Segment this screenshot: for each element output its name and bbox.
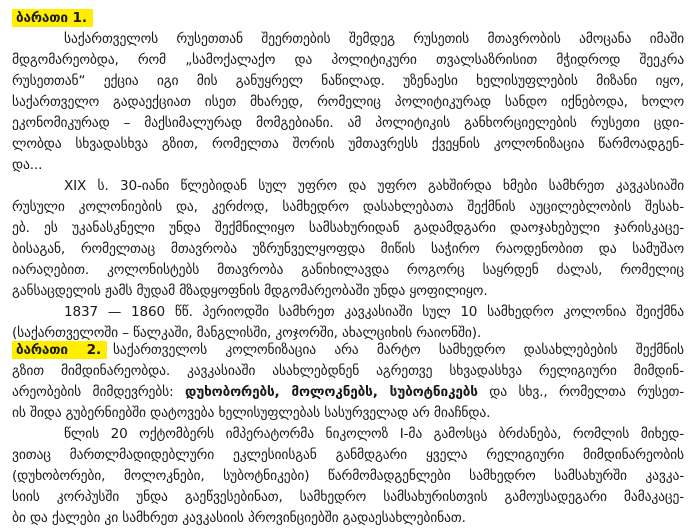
card-1-label: ბარათი 1.: [12, 9, 93, 27]
paragraph-line: საქართველოს რუსეთთან შეერთების შემდეგ რუსეთის მთავრობის ამოცანა იმაში: [64, 31, 684, 47]
card-1-heading-line: [12, 8, 684, 29]
paragraph-line: მდგომარეობდა, რომ „სამოქალაქო და პოლიტიკური თვალსაზრისით მჭიდროდ შეეკრა: [12, 52, 684, 68]
paragraph-line: XIX ს. 30-იანი წლებიდან სულ უფრო და უფრო გახშირდა ხმები სამხრეთ კავკასიაში: [64, 178, 684, 194]
highlighted-sects: დუხობორებს, მოლოკნებს, სუბოტნიკებს: [185, 384, 478, 400]
paragraph-line: ბი და ქალები კი სამხრეთ კავკასიის პროვინციებში გადაესახლებინათ.: [12, 510, 466, 526]
paragraph-line: განსაცდელის ჟამს მუდამ მზადყოფნის მდგომარეობაში უნდა ყოფილიყო.: [12, 283, 488, 299]
paragraph-line: ვითაც მართლმადიდებლური ეკლესიისგან განმდგარი ყველა რელიგიური მიმდინარეობის: [12, 447, 684, 463]
paragraph-line: ეკონომიკურად – მაქსიმალურად მომგებიანი. ამ პოლიტიკის განხორციელების რუსეთი ცდი-: [12, 115, 684, 131]
paragraph-line: (დუხობორები, მოლოკნები, სუბოტნიკები) წარმომადგენლები სამხედრო სამსახურში კავკა-: [12, 468, 684, 484]
paragraph-line: ებ. ეს უკანასკნელი უნდა შექმნილიყო სამსახურიდან გადამდგარი დაოჯახებული ჯარისკაცე-: [12, 220, 684, 236]
paragraph-line: ბისაგან, რომელთაც მთავრობა უზრუნველყოფდა მიწის საჭირო რაოდენობით და სამუშაო: [12, 241, 684, 257]
paragraph-line: რუსეთთან“ ექცია იგი მის განუყრელ ნაწილად. უზენაესი ხელისუფლების მიზანი იყო,: [12, 73, 684, 89]
paragraph-text: და სხვ., რომელთა რუსეთ-: [477, 384, 684, 400]
paragraph-line: გზით მიმდინარეობდა. კავკასიაში ასახლებდნენ აგრეთვე სხვადასხვა რელიგიური მიმდინ-: [12, 363, 684, 379]
paragraph-line: საქართველო გადაექციათ ისეთ მხარედ, რომელიც პოლიტიკურად სანდო იქნებოდა, ხოლო: [12, 94, 684, 110]
card-2-label: ბარათი 2.: [12, 341, 107, 359]
paragraph-line: ლობდა სხვადასხვა გზით, რომელთა შორის უმთავრესს ქვეყნის კოლონიზაცია წარმოადგენ-: [12, 136, 684, 152]
paragraph-line-with-highlight: [12, 382, 684, 403]
card-1-section: [12, 8, 684, 344]
card-2-first-line: [12, 340, 684, 361]
paragraph-text: არეობების მიმდევრებს:: [12, 384, 186, 400]
card-2-section: [12, 340, 684, 529]
paragraph-line: 1837 — 1860 წწ. პერიოდში სამხრეთ კავკასიაში სულ 10 სამხედრო კოლონია შეიქმნა: [64, 304, 684, 320]
paragraph-line: (საქართველოში – წალკაში, მანგლისში, კოჯორში, ახალციხის რაიონში).: [12, 325, 482, 341]
paragraph-line: რუსული კოლონიების და, კერძოდ, სამხედრო დასახლებათა შექმნის აუცილებლობის შესახ-: [12, 199, 684, 215]
paragraph-line: იარაღებით. კოლონისტებს მთავრობა განიხილავდა როგორც საყრდენ ძალას, რომელიც: [12, 262, 684, 278]
paragraph-line: სიის კორპუსში უნდა გაეწვესებინათ, სამხედრო სამსახურისთვის გამოუსადეგარი მამაკაცე-: [12, 489, 684, 505]
paragraph-line: წლის 20 ოქტომბერს იმპერატორმა ნიკოლოზ I-მა გამოსცა ბრძანება, რომლის მიხედ-: [64, 426, 684, 442]
paragraph-line: და...: [12, 157, 43, 173]
paragraph-line: ის შიდა გუბერნიებში დატოვება ხელისუფლებას სასურველად არ მიაჩნდა.: [12, 405, 491, 421]
paragraph-text: საქართველოს კოლონიზაცია არა მარტო სამხედრო დასახლებების შექმნის: [112, 342, 684, 358]
